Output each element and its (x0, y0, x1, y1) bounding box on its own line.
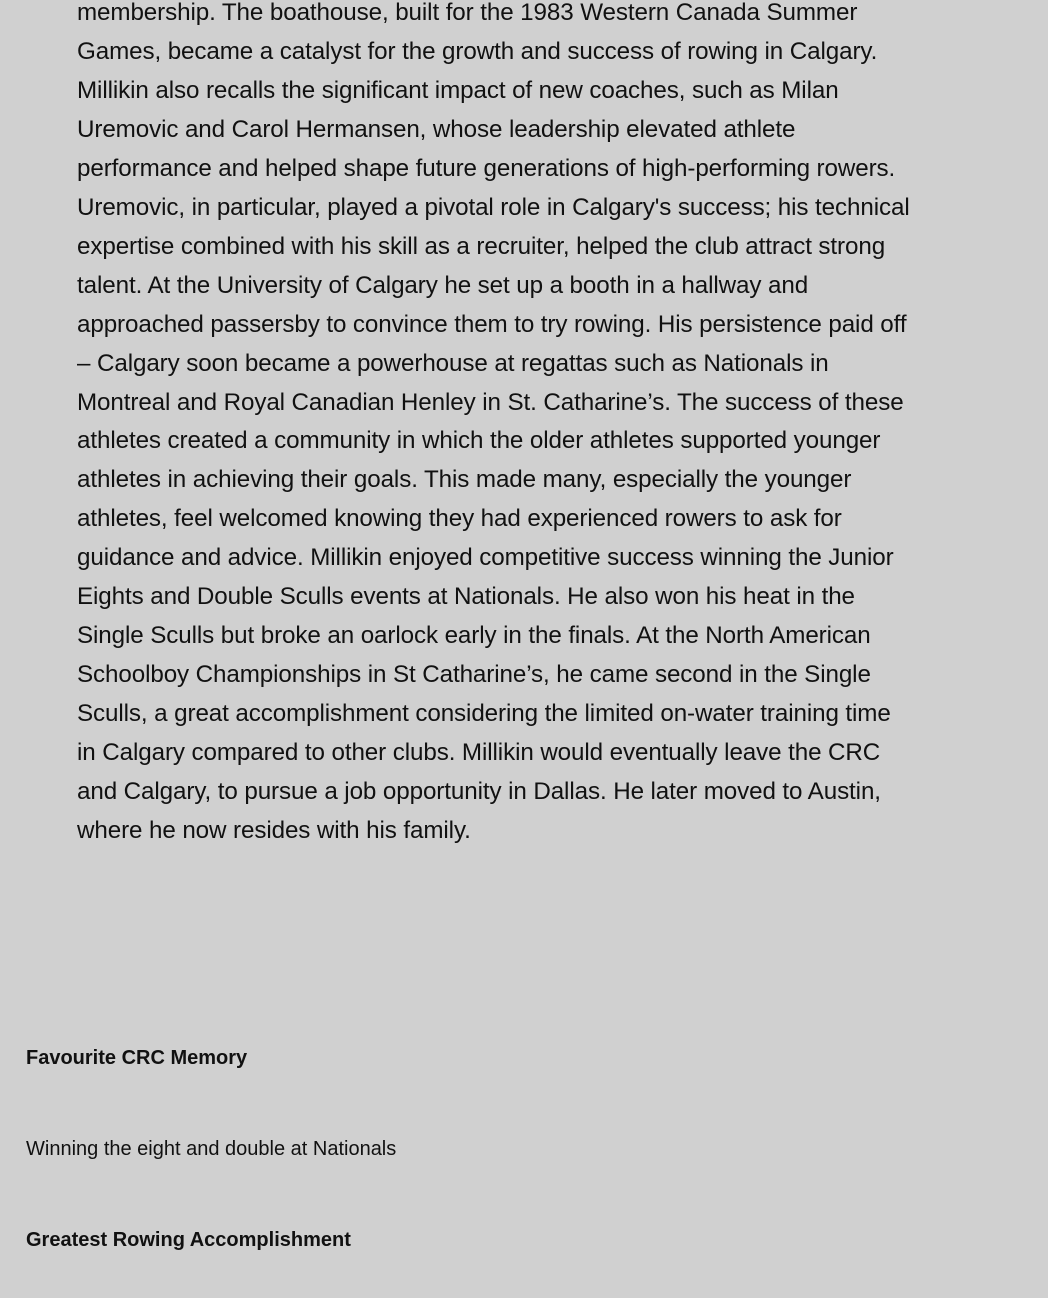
article-line: Games, became a catalyst for the growth and success of rowing in Calgary. (77, 37, 878, 65)
article-line: Sculls, a great accomplishment considering the limited on-water training time (77, 700, 891, 728)
article-line: Uremovic and Carol Hermansen, whose leadership elevated athlete (77, 115, 796, 143)
article-line: Uremovic, in particular, played a pivotal role in Calgary's success; his technical (77, 193, 910, 221)
article-line: – Calgary soon became a powerhouse at regattas such as Nationals in (77, 349, 829, 377)
article-line: in Calgary compared to other clubs. Millikin would eventually leave the CRC (77, 739, 881, 767)
article-line: athletes created a community in which the older athletes supported younger (77, 427, 881, 455)
favourite-memory-heading: Favourite CRC Memory (26, 1047, 248, 1069)
article-line: Montreal and Royal Canadian Henley in St. Catharine’s. The success of these (77, 388, 904, 416)
article-line: approached passersby to convince them to try rowing. His persistence paid off (77, 310, 907, 338)
article-line: talent. At the University of Calgary he set up a booth in a hallway and (77, 271, 809, 299)
article-line: and Calgary, to pursue a job opportunity in Dallas. He later moved to Austin, (77, 778, 881, 806)
article-line: athletes, feel welcomed knowing they had experienced rowers to ask for (77, 505, 842, 533)
article-line: Eights and Double Sculls events at Nationals. He also won his heat in the (77, 583, 855, 611)
article-line: guidance and advice. Millikin enjoyed competitive success winning the Junior (77, 544, 894, 572)
article-line: performance and helped shape future generations of high-performing rowers. (77, 154, 896, 182)
article-body-paragraph (77, 0, 977, 851)
greatest-accomplishment-heading: Greatest Rowing Accomplishment (26, 1229, 351, 1251)
article-line: membership. The boathouse, built for the 1983 Western Canada Summer (77, 0, 858, 26)
favourite-memory-text: Winning the eight and double at Nationals (26, 1138, 397, 1160)
article-line: Single Sculls but broke an oarlock early in the finals. At the North American (77, 622, 871, 650)
article-line: expertise combined with his skill as a recruiter, helped the club attract strong (77, 232, 886, 260)
article-line: athletes in achieving their goals. This made many, especially the younger (77, 466, 852, 494)
article-line: Schoolboy Championships in St Catharine’s, he came second in the Single (77, 661, 871, 689)
article-line: Millikin also recalls the significant impact of new coaches, such as Milan (77, 76, 839, 104)
article-line: where he now resides with his family. (77, 817, 471, 845)
